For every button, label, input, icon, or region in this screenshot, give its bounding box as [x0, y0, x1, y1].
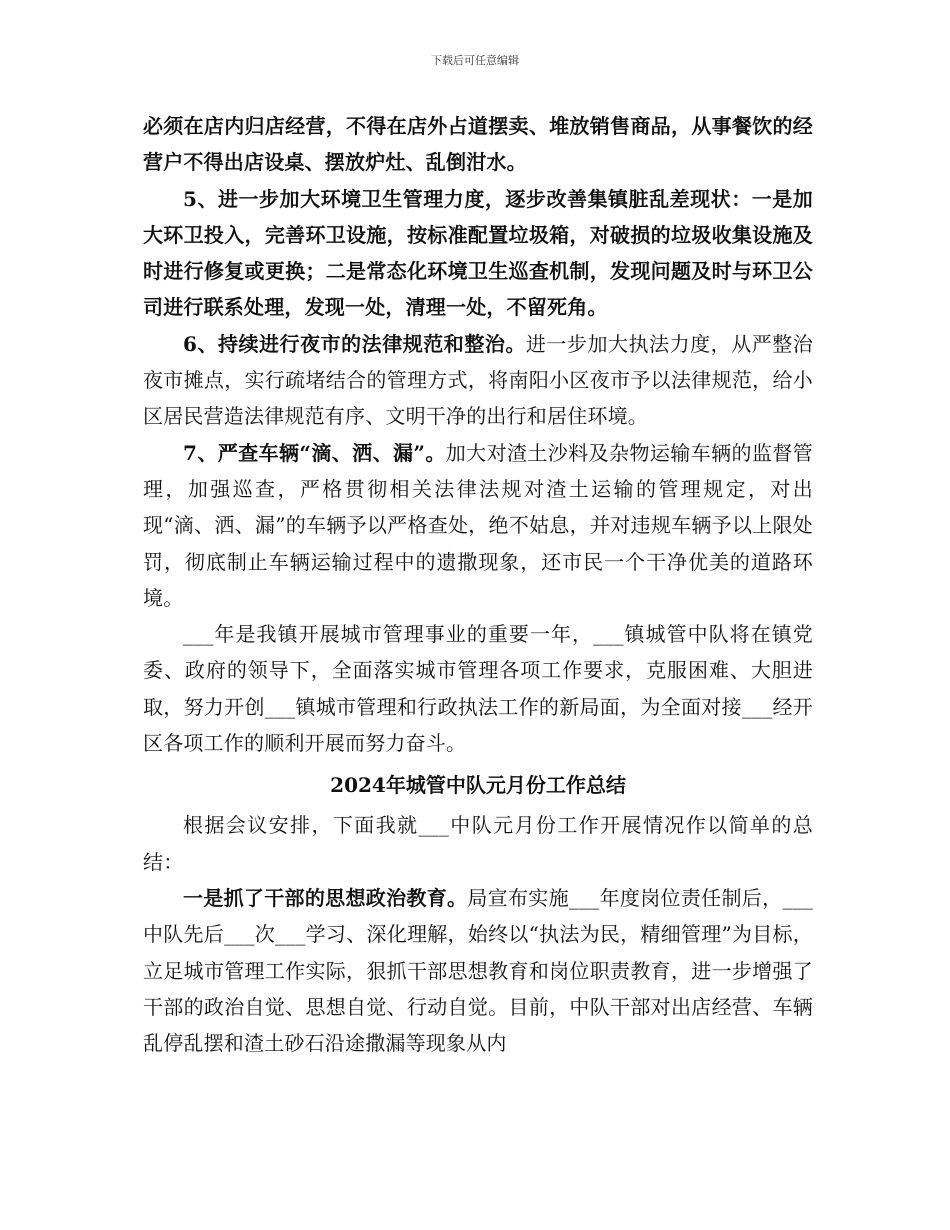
- point-1-body: 局宣布实施___年度岗位责任制后，___中队先后___次___学习、深化理解，始终以“执法为民，精细管理”为目标，立足城市管理工作实际，狠抓干部思想教育和岗位职责教育，进一步增强了干部的政治自觉、思想自觉、行动自觉。目前，中队干部对出店经营、车辆乱停乱摆和渣土砂石沿途撒漏等现象从内: [143, 885, 813, 1056]
- section-title: 2024年城管中队元月份工作总结: [330, 773, 626, 798]
- paragraph-closing: ___年是我镇开展城市管理事业的重要一年，___镇城管中队将在镇党委、政府的领导下，全面落实城市管理各项工作要求，克服困难、大胆进取，努力开创___镇城市管理和行政执法工作的新局面，为全面对接___经开区各项工作的顺利开展而努力奋斗。: [143, 622, 813, 756]
- paragraph-point-1: [143, 880, 813, 1061]
- paragraph-item-5: 5、进一步加大环境卫生管理力度，逐步改善集镇脏乱差现状：一是加大环卫投入，完善环卫设施，按标准配置垃圾箱，对破损的垃圾收集设施及时进行修复或更换；二是常态化环境卫生巡查机制，发现问题及时与环卫公司进行联系处理，发现一处，清理一处，不留死角。: [143, 186, 813, 320]
- page-header: 下载后可任意编辑: [431, 54, 519, 67]
- item-6-body: 进一步加大执法力度，从严整治夜市摊点，实行疏堵结合的管理方式，将南阳小区夜市予以法律规范，给小区居民营造法律规范有序、文明干净的出行和居住环境。: [143, 331, 813, 429]
- point-1-heading: 一是抓了干部的思想政治教育。: [183, 885, 468, 910]
- document-body: [143, 108, 813, 1061]
- item-6-heading: 6、持续进行夜市的法律规范和整治。: [183, 331, 526, 356]
- paragraph-continuation: 必须在店内归店经营，不得在店外占道摆卖、堆放销售商品，从事餐饮的经营户不得出店设桌、摆放炉灶、乱倒泔水。: [143, 114, 813, 175]
- item-7-heading: 7、严查车辆“滴、洒、漏”。: [183, 440, 446, 465]
- paragraph-intro: 根据会议安排，下面我就___中队元月份工作开展情况作以简单的总结：: [143, 813, 813, 874]
- paragraph-item-7: [143, 435, 813, 616]
- item-7-body: 加大对渣土沙料及杂物运输车辆的监督管理，加强巡查，严格贯彻相关法律法规对渣土运输的管理规定，对出现“滴、洒、漏”的车辆予以严格查处，绝不姑息，并对违规车辆予以上限处罚，彻底制止车辆运输过程中的遗撒现象，还市民一个干净优美的道路环境。: [143, 440, 813, 610]
- paragraph-item-6: [143, 326, 813, 435]
